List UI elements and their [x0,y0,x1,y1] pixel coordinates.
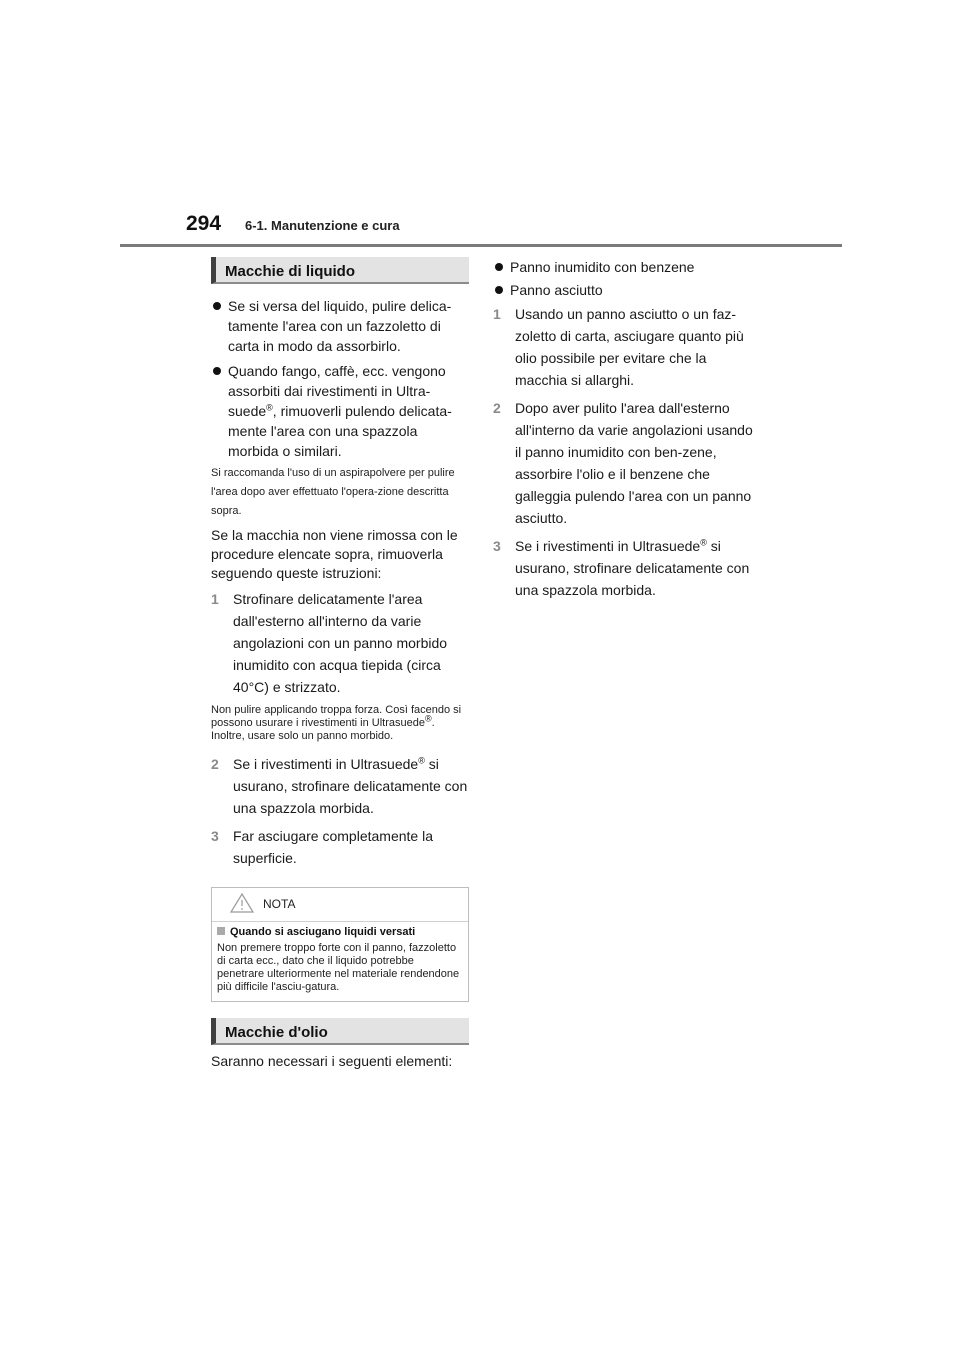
nota-text: Non premere troppo forte con il panno, fazzoletto di carta ecc., dato che il liquido potrebbe penetrare ulteriormente nel materiale rendendone più difficile l'asciu-gatura. [217,942,460,993]
step-item [211,588,469,698]
bullet-item [493,280,753,300]
bullet-text: Quando fango, caffè, ecc. vengono assorbiti dai rivestimenti in Ultra-suede [228,363,446,419]
bullet-item [211,296,469,356]
nota-box [211,887,469,1002]
section-title: Macchie d'olio [225,1024,328,1041]
step-number: 3 [211,828,219,844]
note-text: Si raccomanda l'uso di un aspirapolvere per pulire l'area dopo aver effettuato l'opera-zione descritta sopra. [211,467,455,517]
bullet-text: Panno asciutto [510,282,603,298]
section-heading-liquid-stains [211,257,469,284]
bullet-text: , rimuoverli pulendo delicata-mente l'area con una spazzola morbida o similari. [228,403,452,459]
bullet-text: Panno inumidito con benzene [510,259,695,275]
note-text: Non pulire applicando troppa forza. Così facendo si possono usurare i rivestimenti in Ultrasuede®. Inoltre, usare solo un panno morbido. [211,704,462,742]
bullet-dot-icon [213,302,221,310]
bullet-dot-icon [495,286,503,294]
square-bullet-icon [217,927,225,935]
section-heading-oil-stains [211,1018,469,1045]
section-title: Macchie di liquido [225,263,356,280]
step-item [211,825,469,869]
step-item [493,397,753,529]
paragraph: Se la macchia non viene rimossa con le procedure elencate sopra, rimuoverla seguendo queste istruzioni: [211,527,458,581]
right-column [493,257,753,601]
step-number: 1 [493,306,501,322]
step-text: Dopo aver pulito l'area dall'esterno all'interno da varie angolazioni usando il panno inumidito con ben-zene, assorbire l'olio e il benzene che galleggia pulendo l'area con un panno asciutto. [515,400,753,526]
chapter-title: 6-1. Manutenzione e cura [245,218,400,233]
step-number: 2 [211,756,219,772]
nota-label: NOTA [263,897,296,911]
header-divider [120,244,842,247]
bullet-dot-icon [495,263,503,271]
step-number: 2 [493,400,501,416]
bullet-item [211,361,469,461]
step-text: Strofinare delicatamente l'area dall'esterno all'interno da varie angolazioni con un panno morbido inumidito con acqua tiepida (circa 40°C) e strizzato. [233,591,448,695]
nota-header [212,888,468,922]
paragraph: Saranno necessari i seguenti elementi: [211,1053,453,1069]
bullet-dot-icon [213,367,221,375]
registered-mark: ® [266,402,273,413]
left-column [211,257,469,1071]
step-number: 1 [211,591,219,607]
step-item: 3 Se i rivestimenti in Ultrasuede® si usurano, strofinare delicatamente con una spazzola morbida. [493,535,753,601]
page-number: 294 [186,212,222,235]
nota-body [212,922,468,1001]
step-text: Far asciugare completamente la superficie. [233,828,433,866]
step-item [493,303,753,391]
step-text: Usando un panno asciutto o un faz-zoletto di carta, asciugare quanto più olio possibile per evitare che la macchia si allarghi. [515,306,744,388]
nota-subtitle: Quando si asciugano liquidi versati [217,925,462,939]
bullet-text: Se si versa del liquido, pulire delica-tamente l'area con un fazzoletto di carta in modo da assorbirlo. [228,298,452,354]
step-item: 2 Se i rivestimenti in Ultrasuede® si usurano, strofinare delicatamente con una spazzola morbida. [211,753,469,819]
warning-triangle-icon [229,892,255,914]
step-number: 3 [493,538,501,554]
bullet-item [493,257,753,277]
